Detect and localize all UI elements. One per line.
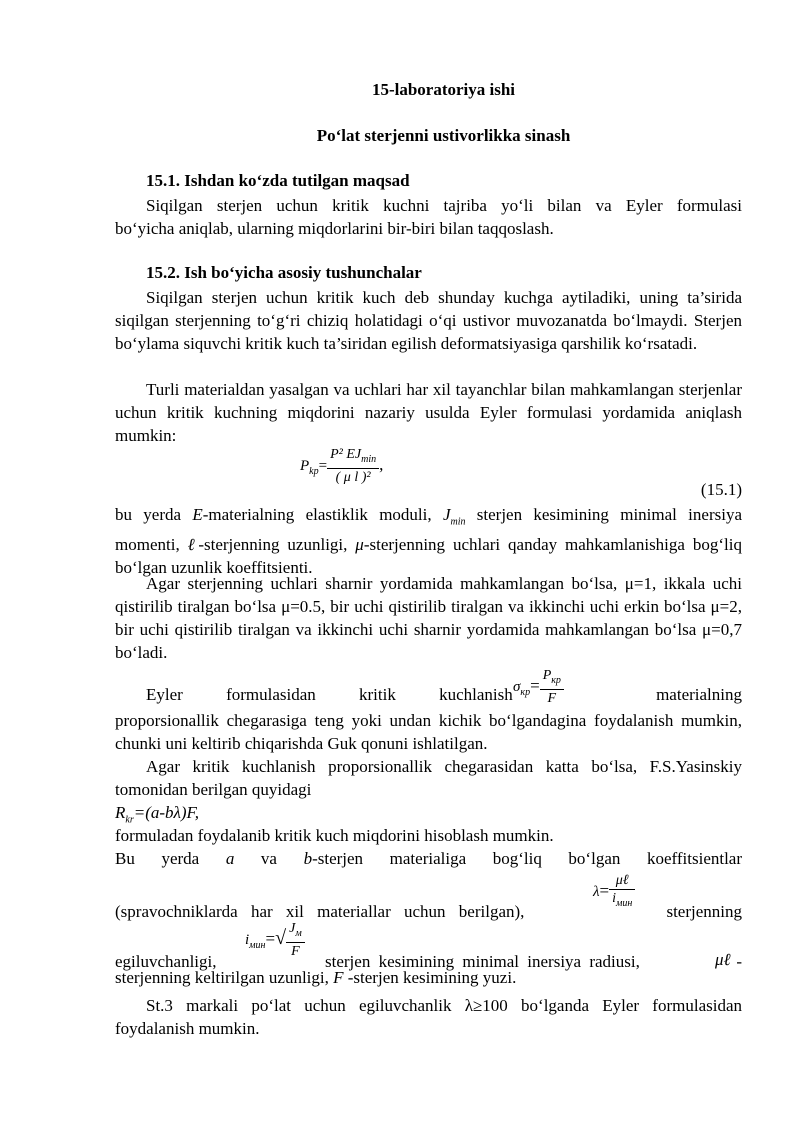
p8-text-a: (spravochniklarda har xil materiallar uchun berilgan), [115, 902, 525, 921]
section-heading-1: 15.1. Ishdan ko‘zda tutilgan maqsad [146, 171, 410, 190]
sec2-paragraph-5 [115, 667, 742, 706]
sec2-paragraph-7: formuladan foydalanib kritik kuch miqdorini hisoblash mumkin. [115, 826, 554, 845]
p8-text-c: egiluvchanligi, [115, 952, 217, 971]
euler-formula: $P_{kp}=$ $\frac{P^2 EJ_{min}}{\text{( μ l )²}}$ , [300, 447, 384, 485]
lab-title: 15-laboratoriya ishi [371, 80, 516, 99]
sec2-paragraph-8-line4: sterjenning keltirilgan uzunligi, F -sterjen kesimining yuzi. [115, 968, 517, 987]
sec2-paragraph-6: Agar kritik kuchlanish proporsionallik chegarasidan katta bo‘lsa, F.S.Yasinskiy tomonidan berilgan quyidagi [115, 757, 742, 799]
equation-number: (15.1) [700, 480, 742, 499]
sec2-paragraph-4: Agar sterjenning uchlari sharnir yordamida mahkamlangan bo‘lsa, μ=1, ikkala uchi qistirilib tiralgan bo‘lsa μ=0.5, bir uchi qistirilib tiralgan va ikkinchi uchi erkin bo‘lsa μ=2, bir uchi qistirilib tiralgan va ikkinchi uchi sharnir yordamida mahkamlangan bo‘lsa μ=0,7 bo‘ladi. [115, 574, 742, 662]
sec1-line1: Siqilgan sterjen uchun kritik kuchni tajriba yo‘li bilan va Eyler formulasi [146, 196, 742, 215]
lambda-formula: λ= $\frac{\text{μℓ}}{i_{мин}}$ [593, 872, 635, 912]
sec2-paragraph-8-line3 [115, 920, 742, 971]
section1-paragraph [115, 194, 742, 240]
sec2-paragraph-9: St.3 markali po‘lat uchun egiluvchanlik λ≥100 bo‘lganda Eyler formulasidan foydalanish mumkin. [115, 996, 742, 1038]
p5-text-a: Eyler formulasidan kritik kuchlanish [146, 685, 513, 704]
euler-lhs: $P_{kp}$ [300, 457, 319, 477]
sigma-formula: $\sigma_{кр}=$ $\frac{P_{кр}}{F}$ [513, 667, 564, 707]
sec2-paragraph-8-line1: Bu yerda a va b-sterjen materialiga bog‘liq bo‘lgan koeffitsientlar [115, 849, 743, 868]
section-heading-2: 15.2. Ish bo‘yicha asosiy tushunchalar [146, 263, 422, 282]
euler-fraction: $\frac{P^2 EJ_{min}}{\text{( μ l )²}}$ [327, 446, 379, 486]
sec2-paragraph-2: Turli materialdan yasalgan va uchlari har xil tayanchlar bilan mahkamlangan sterjenlar uchun kritik kuchning miqdorini nazariy usulda Eyler formulasi yordamida aniqlash mumkin: [115, 380, 742, 445]
p8-dash: - [736, 952, 742, 971]
mu-ell-symbol: μℓ [715, 950, 731, 969]
sec2-paragraph-1: Siqilgan sterjen uchun kritik kuch deb shunday kuchga aytiladiki, uning ta’sirida siqilgan sterjenning to‘g‘ri chiziq holatidagi o‘qi ustivor muvozanatda bo‘lmaydi. Sterjen bo‘ylama siquvchi kritik kuch ta’siridan egilish deformatsiyasiga qarshilik ko‘rsatadi. [115, 288, 742, 353]
sec2-paragraph-3: bu yerda E-materialning elastiklik moduli, $J_{min}$ sterjen kesimining minimal inersiya momenti, ℓ-sterjenning uzunligi, μ-sterjenning uchlari qanday mahkamlanishiga bog‘liq bo‘lgan uzunlik koeffitsienti. [115, 505, 742, 578]
sec1-line2: bo‘yicha aniqlab, ularning miqdorlarini bir-biri bilan taqqoslash. [115, 219, 554, 238]
yasinskiy-formula: $R_{kr}=(a-b\lambda)F$, [115, 803, 199, 826]
p8-text-b: sterjenning [666, 902, 742, 921]
lab-subtitle: Po‘lat sterjenni ustivorlikka sinash [316, 126, 571, 145]
imin-formula: $i_{мин}=√$ $\frac{J_м}{F}$ [245, 920, 305, 960]
p8-text-d: sterjen kesimining minimal inersiya radiusi, [325, 952, 640, 971]
sec2-paragraph-5-cont: proporsionallik chegarasiga teng yoki undan kichik bo‘lgandagina foydalanish mumkin, chunki uni keltirib chiqarishda Guk qonuni ishlatilgan. [115, 711, 742, 753]
p5-text-b: materialning [656, 685, 742, 704]
sec2-paragraph-8-line2 [115, 870, 742, 921]
